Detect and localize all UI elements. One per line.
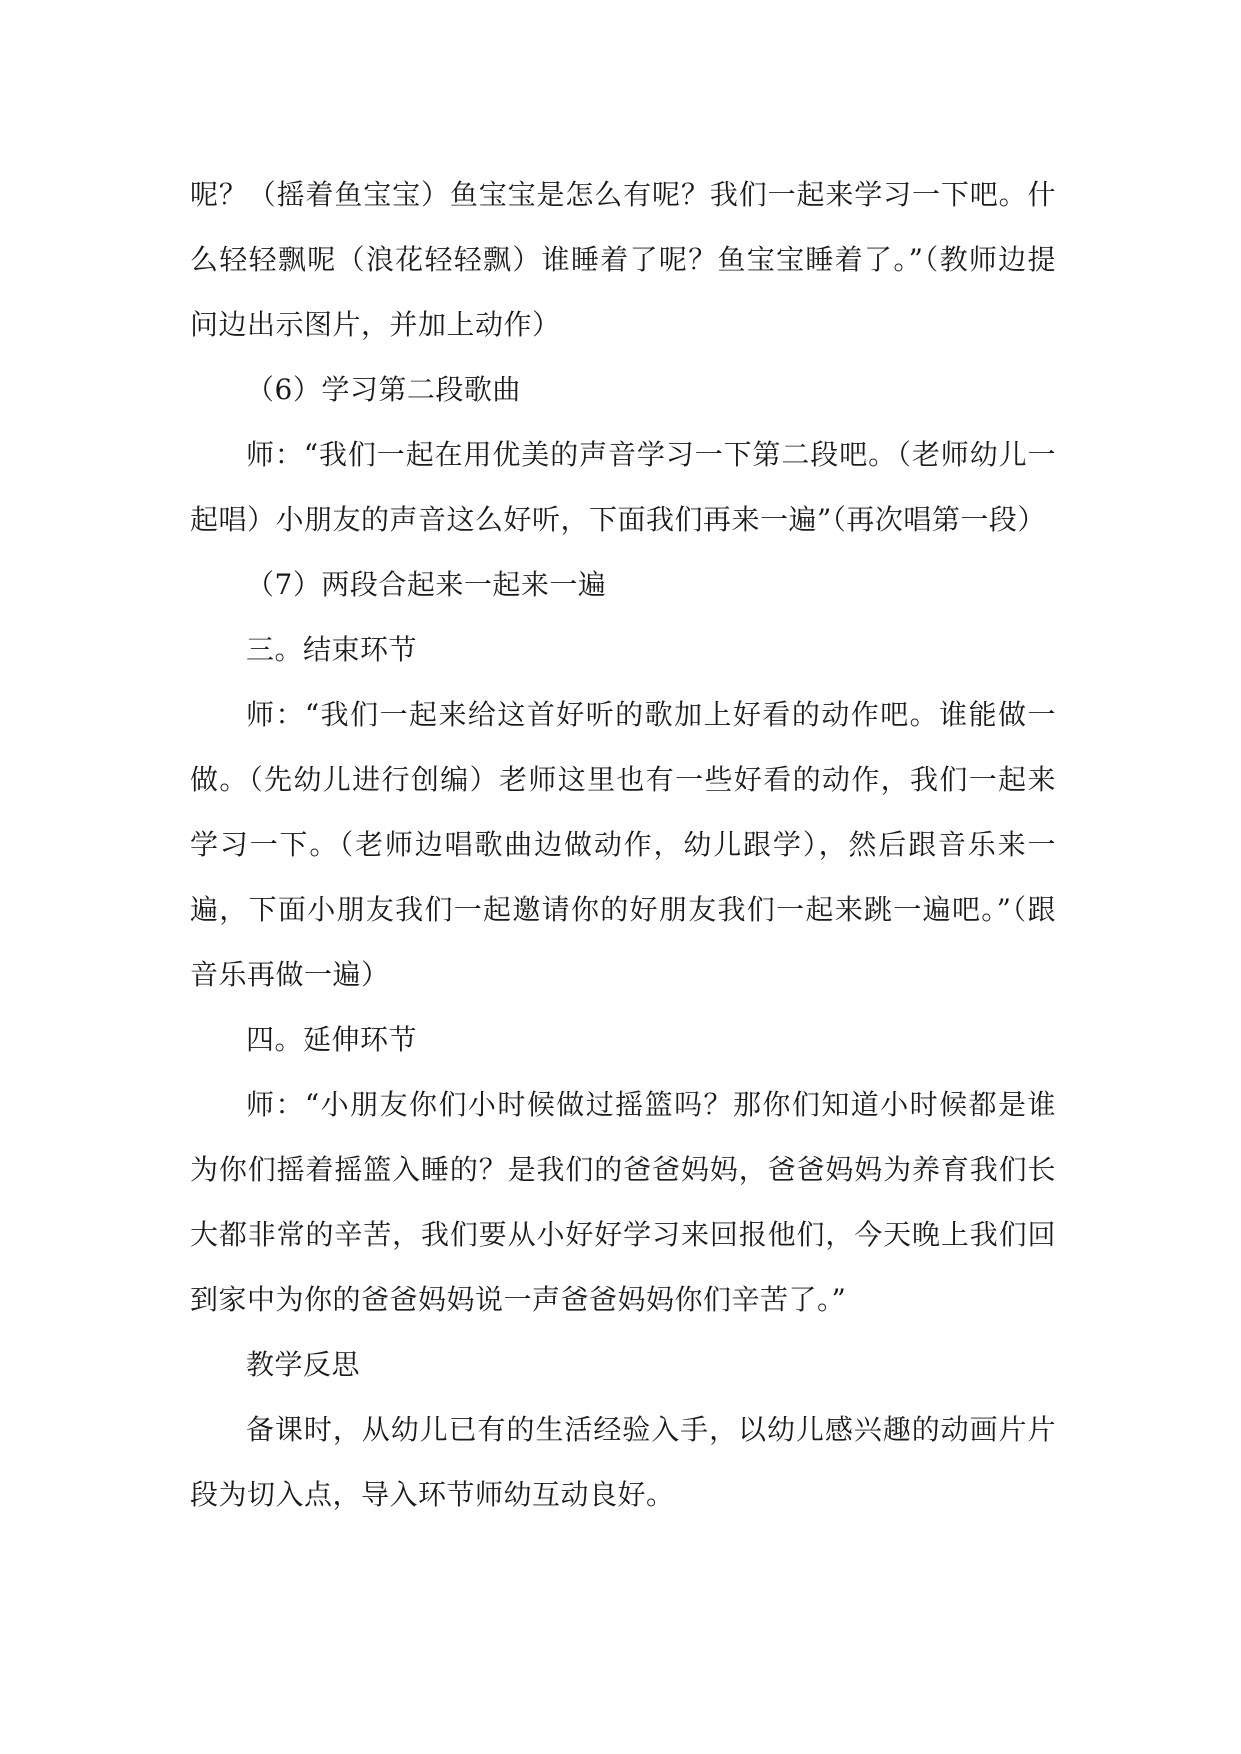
document-body bbox=[190, 162, 1056, 1527]
section-heading-extension: 四。延伸环节 bbox=[246, 1023, 418, 1056]
paragraph-10: 备课时，从幼儿已有的生活经验入手，以幼儿感兴趣的动画片片段为切入点，导入环节师幼互动良好。 bbox=[190, 1413, 1056, 1511]
paragraph-6: 师：“我们一起来给这首好听的歌加上好看的动作吧。谁能做一做。（先幼儿进行创编）老师这里也有一些好看的动作，我们一起来学习一下。（老师边唱歌曲边做动作，幼儿跟学），然后跟音乐来一遍，下面小朋友我们一起邀请你的好朋友我们一起来跳一遍吧。”（跟音乐再做一遍） bbox=[190, 698, 1056, 991]
section-heading-conclusion: 三。结束环节 bbox=[246, 633, 418, 666]
section-heading-reflection: 教学反思 bbox=[246, 1348, 361, 1381]
paragraph-2: （6）学习第二段歌曲 bbox=[246, 373, 521, 406]
paragraph-4: （7）两段合起来一起来一遍 bbox=[246, 568, 607, 601]
paragraph-1: 呢？（摇着鱼宝宝）鱼宝宝是怎么有呢？我们一起来学习一下吧。什么轻轻飘呢（浪花轻轻飘）谁睡着了呢？鱼宝宝睡着了。”（教师边提问边出示图片，并加上动作） bbox=[190, 178, 1056, 341]
paragraph-8: 师：“小朋友你们小时候做过摇篮吗？那你们知道小时候都是谁为你们摇着摇篮入睡的？是我们的爸爸妈妈，爸爸妈妈为养育我们长大都非常的辛苦，我们要从小好好学习来回报他们，今天晚上我们回到家中为你的爸爸妈妈说一声爸爸妈妈你们辛苦了。” bbox=[190, 1088, 1056, 1316]
paragraph-3: 师：“我们一起在用优美的声音学习一下第二段吧。（老师幼儿一起唱）小朋友的声音这么好听，下面我们再来一遍”（再次唱第一段） bbox=[190, 438, 1056, 536]
